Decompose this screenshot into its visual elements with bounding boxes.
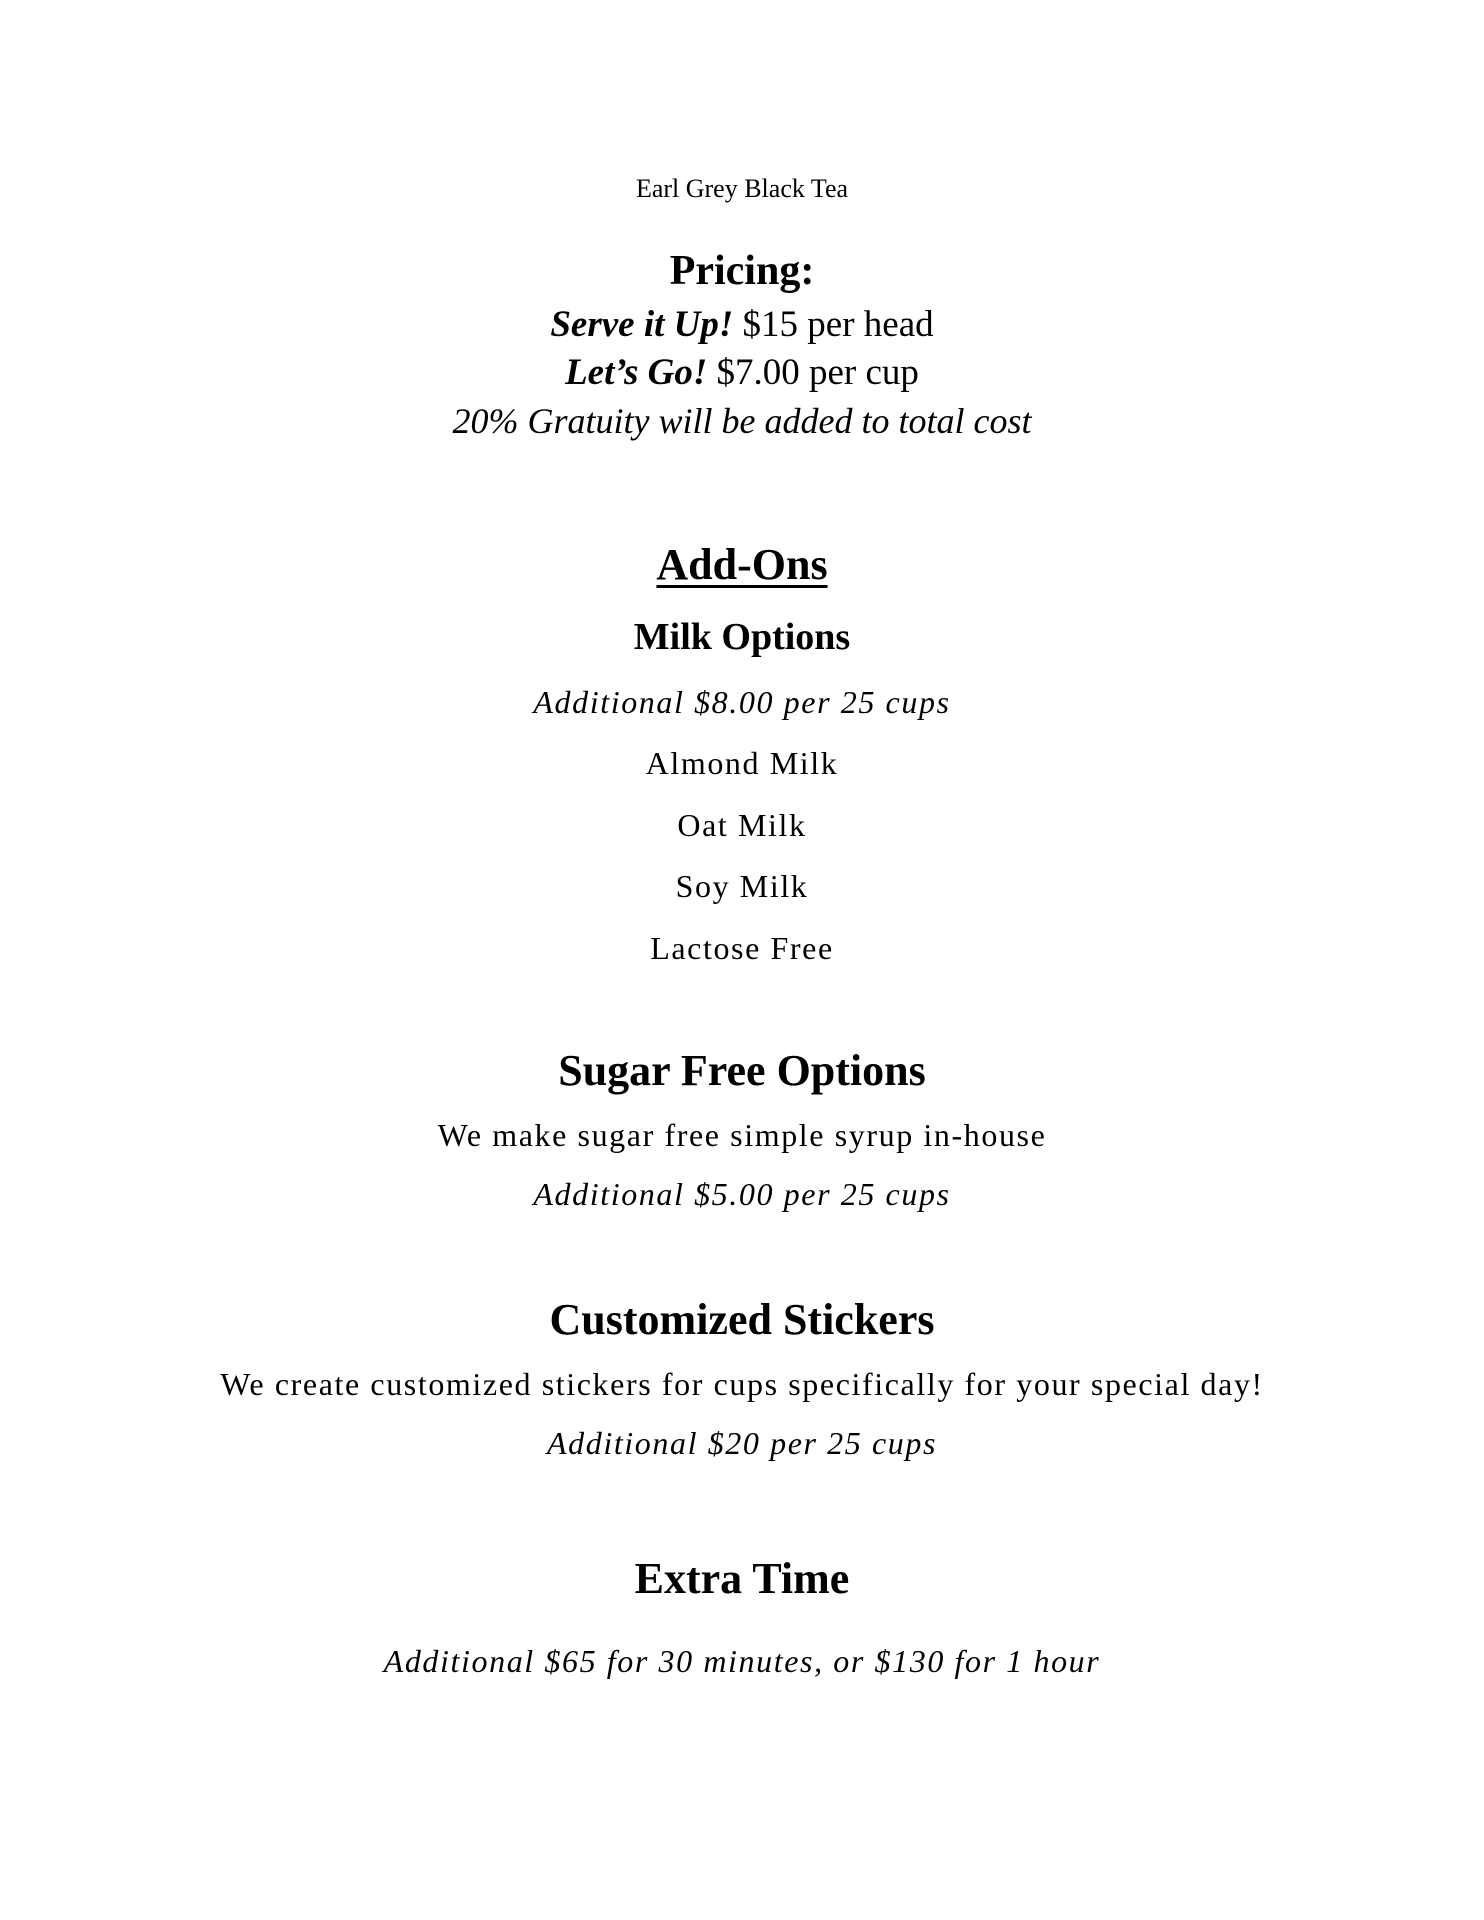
lets-go-label: Let’s Go! bbox=[565, 352, 708, 393]
sugar-free-description: We make sugar free simple syrup in-house bbox=[437, 1117, 1047, 1153]
serve-it-up-line bbox=[0, 306, 1484, 343]
lets-go-price: $7.00 per cup bbox=[707, 352, 919, 393]
milk-price-note: Additional $8.00 per 25 cups bbox=[533, 684, 951, 720]
extra-time-price-note: Additional $65 for 30 minutes, or $130 for 1 hour bbox=[383, 1643, 1101, 1679]
sugar-free-heading: Sugar Free Options bbox=[558, 1046, 926, 1095]
extra-time-heading: Extra Time bbox=[634, 1554, 850, 1603]
stickers-price-note: Additional $20 per 25 cups bbox=[546, 1425, 938, 1461]
milk-option-item: Lactose Free bbox=[650, 930, 834, 966]
lets-go-line bbox=[0, 354, 1484, 391]
customized-stickers-heading: Customized Stickers bbox=[549, 1295, 935, 1344]
milk-option-item: Soy Milk bbox=[675, 868, 809, 904]
addons-heading: Add-Ons bbox=[656, 540, 828, 589]
stickers-description: We create customized stickers for cups specifically for your special day! bbox=[220, 1366, 1264, 1402]
product-name: Earl Grey Black Tea bbox=[635, 174, 849, 203]
milk-options-heading: Milk Options bbox=[633, 616, 851, 658]
milk-option-item: Oat Milk bbox=[677, 807, 807, 843]
serve-it-up-label: Serve it Up! bbox=[550, 304, 734, 345]
pricing-heading: Pricing: bbox=[669, 248, 815, 294]
gratuity-note: 20% Gratuity will be added to total cost bbox=[452, 401, 1032, 441]
milk-option-item: Almond Milk bbox=[645, 745, 839, 781]
sugar-free-price-note: Additional $5.00 per 25 cups bbox=[533, 1176, 951, 1212]
serve-it-up-price: $15 per head bbox=[733, 304, 934, 345]
